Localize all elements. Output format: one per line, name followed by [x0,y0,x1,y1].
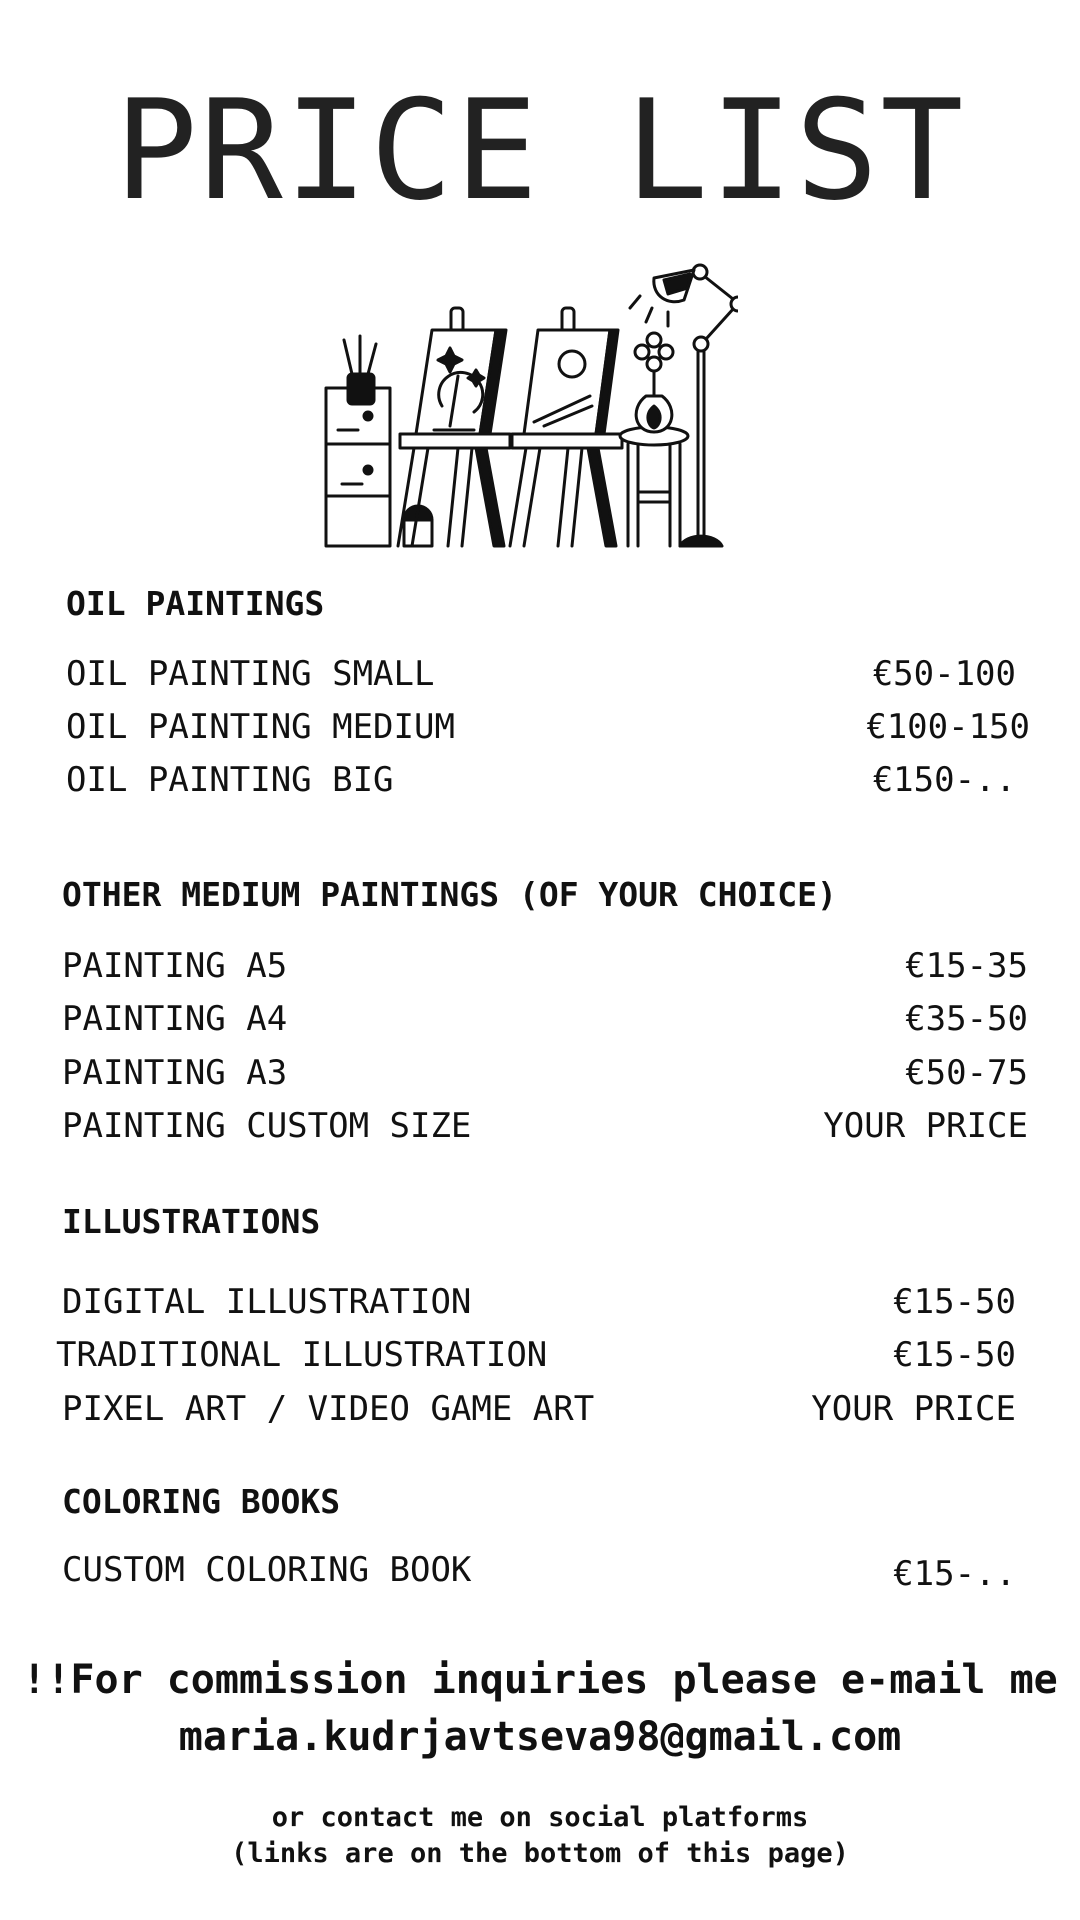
price-custom-coloring-book: €15-.. [893,1554,1016,1594]
item-painting-a3: PAINTING A3 [62,1053,288,1093]
price-oil-painting-medium: €100-150 [866,707,1030,747]
price-painting-a5: €15-35 [905,946,1028,986]
item-painting-a5: PAINTING A5 [62,946,288,986]
price-painting-a3: €50-75 [905,1053,1028,1093]
section-heading-coloring-books: COLORING BOOKS [62,1482,341,1521]
item-custom-coloring-book: CUSTOM COLORING BOOK [62,1550,472,1590]
item-painting-a4: PAINTING A4 [62,999,288,1039]
social-contact-line-1: or contact me on social platforms [271,1802,809,1833]
section-heading-other-medium: OTHER MEDIUM PAINTINGS (OF YOUR CHOICE) [62,875,837,914]
page-title: PRICE LIST [114,70,966,231]
price-painting-custom-size: YOUR PRICE [823,1106,1028,1146]
section-heading-oil-paintings: OIL PAINTINGS [66,584,325,623]
item-oil-painting-medium: OIL PAINTING MEDIUM [66,707,455,747]
price-oil-painting-big: €150-.. [872,760,1016,800]
item-painting-custom-size: PAINTING CUSTOM SIZE [62,1106,472,1146]
contact-email: maria.kudrjavtseva98@gmail.com [178,1714,902,1760]
price-painting-a4: €35-50 [905,999,1028,1039]
price-pixel-art: YOUR PRICE [811,1389,1016,1429]
section-heading-illustrations: ILLUSTRATIONS [62,1202,321,1241]
social-contact-line-2: (links are on the bottom of this page) [231,1838,849,1869]
item-digital-illustration: DIGITAL ILLUSTRATION [62,1282,472,1322]
item-oil-painting-big: OIL PAINTING BIG [66,760,394,800]
price-traditional-illustration: €15-50 [893,1335,1016,1375]
commission-inquiry-text: !!For commission inquiries please e-mail me [22,1657,1058,1703]
price-oil-painting-small: €50-100 [872,654,1016,694]
price-digital-illustration: €15-50 [893,1282,1016,1322]
item-pixel-art: PIXEL ART / VIDEO GAME ART [62,1389,595,1429]
item-oil-painting-small: OIL PAINTING SMALL [66,654,435,694]
item-traditional-illustration: TRADITIONAL ILLUSTRATION [56,1335,548,1375]
art-studio-easels-icon [318,236,738,552]
